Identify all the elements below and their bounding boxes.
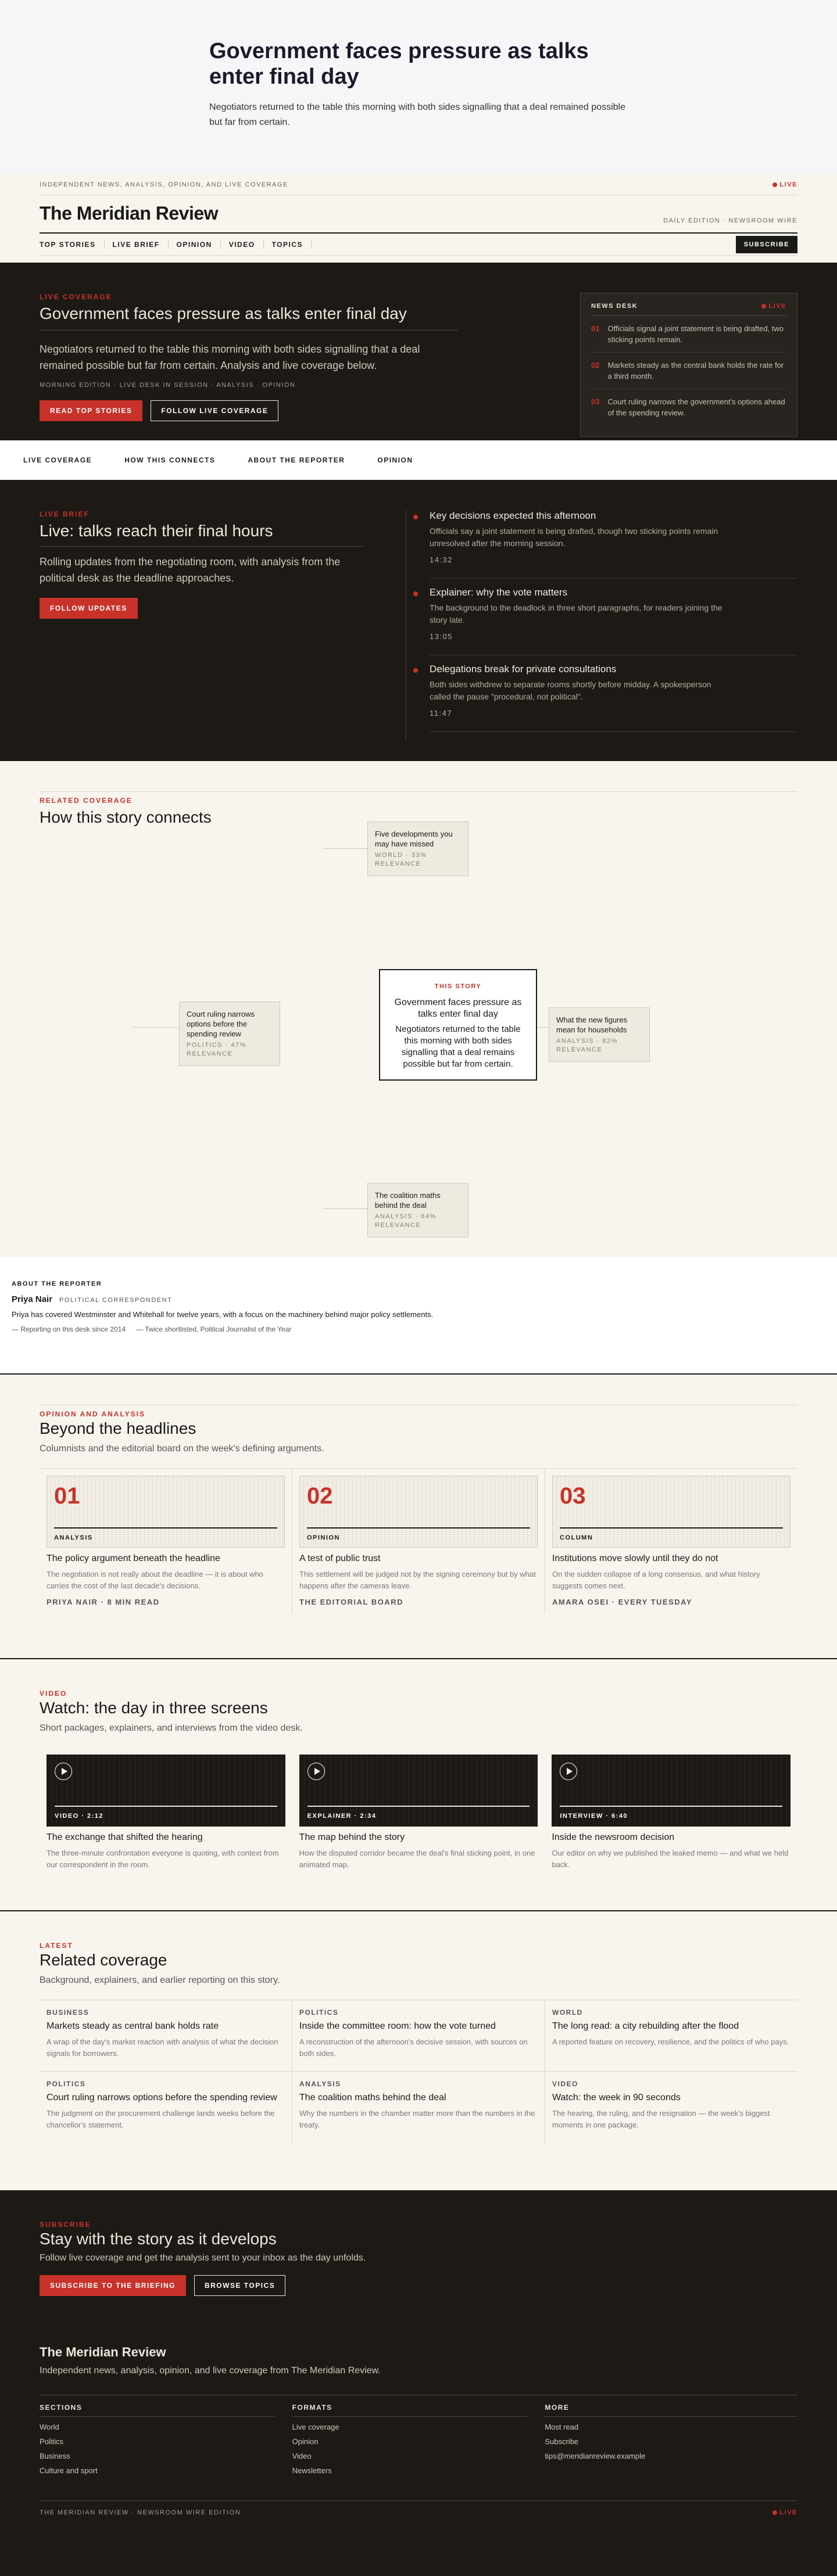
opinion-card-body: On the sudden collapse of a long consensus, and what history suggests comes next. [552,1570,760,1590]
timeline-item-body: Both sides withdrew to separate rooms shortly before midday. A spokesperson called the pause "procedural, not political". [430,680,711,701]
live-dot-icon [772,182,777,187]
footer-tagline: Independent news, analysis, opinion, and live coverage from The Meridian Review. [40,2366,381,2376]
edition-label: DAILY EDITION · NEWSROOM WIRE [663,217,797,224]
latest-card-category: POLITICS [299,2008,339,2017]
reporter-bio: Priya has covered Westminster and Whitehall for twelve years, with a focus on the machinery behind major policy settlements. [12,1310,434,1319]
video-card-body: How the disputed corridor became the deal's final sticking point, in one animated map. [299,1849,535,1869]
opinion-card[interactable] [40,1469,292,1613]
footer-link[interactable]: World [40,2423,59,2431]
brief-kicker: LIVE BRIEF [40,510,90,518]
desk-item-number: 03 [591,397,600,406]
footer-link[interactable]: Newsletters [292,2466,332,2475]
timeline-item-title: Delegations break for private consultations [430,663,617,675]
site-logo[interactable]: The Meridian Review [40,203,219,224]
related-node-right[interactable] [549,1007,650,1062]
subscribe-title: Stay with the story as it develops [40,2230,277,2248]
video-subtitle: Short packages, explainers, and interviews from the video desk. [40,1723,303,1733]
latest-card-category: POLITICS [46,2080,86,2088]
related-node-title: Court ruling narrows options before the spending review [187,1010,255,1038]
latest-card[interactable] [40,2072,292,2143]
latest-card-category: VIDEO [552,2080,578,2088]
desk-item-text: Markets steady as the central bank holds the rate for a third month. [607,361,784,381]
desk-item-number: 02 [591,361,600,369]
footer-link[interactable]: Culture and sport [40,2466,98,2475]
nav-live-brief[interactable]: LIVE BRIEF [105,241,169,249]
subscribe-button[interactable]: SUBSCRIBE [736,236,797,253]
news-desk-title: NEWS DESK [591,303,638,310]
opinion-card-body: This settlement will be judged not by the signing ceremony but by what happens after the cameras leave. [299,1570,536,1590]
live-label: LIVE [779,181,797,188]
related-map-section [0,761,837,1257]
video-duration-label: INTERVIEW · 6:40 [560,1813,628,1820]
footer-link[interactable]: Politics [40,2437,64,2446]
timeline-dot-icon [413,591,418,596]
desk-item-text: Court ruling narrows the government's options ahead of the spending review. [607,397,785,417]
opinion-card-byline: THE EDITORIAL BOARD [299,1598,403,1606]
opinion-card-title: A test of public trust [299,1554,381,1563]
related-node-left[interactable] [179,1002,280,1066]
nav-opinion[interactable]: OPINION [169,241,221,249]
desk-item[interactable] [591,389,786,425]
hero-dek: Negotiators returned to the table this morning with both sides signalling that a deal remained possible but far from certain. [209,102,625,127]
subscribe-subtitle: Follow live coverage and get the analysis sent to your inbox as the day unfolds. [40,2253,366,2263]
video-title: Watch: the day in three screens [40,1699,268,1717]
video-card-body: Our editor on why we published the leaked memo — and what we held back. [552,1849,789,1869]
related-node-top[interactable] [367,821,468,876]
play-icon[interactable] [307,1763,325,1780]
latest-card-body: The judgment on the procurement challenge lands weeks before the chancellor's statement. [46,2109,275,2129]
latest-section [0,1911,837,2190]
latest-card-title: Court ruling narrows options before the spending review [46,2093,277,2103]
latest-card-title: The coalition maths behind the deal [299,2093,446,2103]
video-section [0,1659,837,1910]
opinion-title: Beyond the headlines [40,1419,196,1437]
footer-link[interactable]: Most read [545,2423,579,2431]
opinion-card-art [46,1476,285,1548]
desk-item[interactable] [591,353,786,389]
footer-logo[interactable]: The Meridian Review [40,2345,166,2359]
opinion-kicker: OPINION AND ANALYSIS [40,1410,146,1418]
latest-card[interactable] [292,2000,545,2071]
timeline-item[interactable] [430,587,797,655]
latest-card-title: The long read: a city rebuilding after the flood [552,2021,739,2031]
video-thumbnail[interactable] [299,1755,538,1827]
timeline-item[interactable] [430,510,797,579]
live-timeline [406,510,797,740]
footer-link[interactable]: Live coverage [292,2423,339,2431]
latest-card-body: The hearing, the ruling, and the resignation — the week's biggest moments in one package. [552,2109,770,2129]
latest-subtitle: Background, explainers, and earlier reporting on this story. [40,1975,280,1985]
video-card[interactable] [40,1748,292,1878]
subscribe-briefing-button[interactable]: SUBSCRIBE TO THE BRIEFING [40,2275,186,2296]
reporter-credential: — Reporting on this desk since 2014 [12,1325,126,1333]
timeline-item-body: The background to the deadlock in three short paragraphs, for readers joining the story late. [430,603,722,625]
site-footer [0,2330,837,2576]
footer-column-title: FORMATS [292,2403,528,2417]
lead-title[interactable]: Government faces pressure as talks enter final day [40,304,458,331]
opinion-card-label: COLUMN [560,1534,593,1541]
video-thumbnail[interactable] [552,1755,791,1827]
this-story-title: Government faces pressure as talks enter final day [394,998,522,1019]
reporter-role: POLITICAL CORRESPONDENT [59,1297,173,1304]
nav-video[interactable]: VIDEO [221,241,264,249]
this-story-node[interactable] [379,969,537,1081]
live-indicator[interactable] [772,181,797,188]
brief-dek: Rolling updates from the negotiating room, with analysis from the political desk as the deadline approaches. [40,556,341,584]
footer-live-indicator [772,2509,797,2516]
related-node-title: Five developments you may have missed [375,830,453,848]
footer-link[interactable]: Subscribe [545,2437,579,2446]
timeline-dot-icon [413,668,418,673]
latest-card[interactable] [545,2000,797,2071]
related-node-relevance: POLITICS · 47% RELEVANCE [187,1042,246,1057]
follow-updates-button[interactable]: FOLLOW UPDATES [40,598,138,619]
opinion-card-number: 01 [54,1483,80,1509]
video-card[interactable] [292,1748,545,1878]
related-kicker: RELATED COVERAGE [40,797,133,805]
hero-title: Government faces pressure as talks enter final day [209,39,589,89]
opinion-card-byline: AMARA OSEI · EVERY TUESDAY [552,1598,693,1606]
footer-column [40,2403,292,2475]
reporter-credential: — Twice shortlisted, Political Journalist of the Year [136,1325,292,1333]
anchor-opinion[interactable]: OPINION [377,456,413,464]
footer-column-title: MORE [545,2403,797,2417]
timeline-item-time: 13:05 [430,632,453,641]
footer-link[interactable]: Business [40,2452,70,2460]
latest-card-title: Inside the committee room: how the vote turned [299,2021,496,2031]
reporter-name[interactable]: Priya Nair [12,1294,53,1304]
this-story-dek: Negotiators returned to the table this morning with both sides signalling that a deal remains possible but far from certain. [395,1024,521,1069]
timeline-dot-icon [413,515,418,519]
latest-card-title: Markets steady as central bank holds rate [46,2021,219,2031]
timeline-item-time: 14:32 [430,555,453,564]
live-dot-icon [761,304,766,308]
footer-link[interactable]: Opinion [292,2437,319,2446]
latest-card-category: BUSINESS [46,2008,90,2017]
latest-card-body: A wrap of the day's market reaction with analysis of what the decision signals for borrowers. [46,2037,278,2058]
video-card-body: The three-minute confrontation everyone is quoting, with context from our correspondent in the room. [46,1849,279,1869]
related-title: How this story connects [40,808,212,826]
timeline-item-body: Officials say a joint statement is being drafted, though two sticking points remain unresolved after the morning session. [430,526,718,548]
lead-section [0,263,837,440]
opinion-card-number: 02 [307,1483,333,1509]
desk-item-text: Officials signal a joint statement is being drafted, two sticking points remain. [607,324,784,344]
news-desk-live-label: LIVE [768,303,786,310]
related-node-title: The coalition maths behind the deal [375,1191,441,1210]
lead-meta: MORNING EDITION · LIVE DESK IN SESSION · ANALYSIS · OPINION [40,382,296,389]
live-dot-icon [772,2510,777,2515]
desk-item-number: 01 [591,324,600,333]
news-desk-live [761,303,786,310]
latest-card[interactable] [40,2000,292,2071]
opinion-card[interactable] [545,1469,797,1613]
video-card-title: Inside the newsroom decision [552,1832,675,1842]
browse-topics-button[interactable]: BROWSE TOPICS [194,2275,285,2296]
subscribe-section [0,2190,837,2330]
footer-column [545,2403,797,2475]
masthead [0,174,837,263]
timeline-item-title: Key decisions expected this afternoon [430,510,596,521]
nav-top-stories[interactable]: TOP STORIES [40,241,105,249]
latest-title: Related coverage [40,1951,167,1969]
video-thumbnail[interactable] [46,1755,285,1827]
opinion-card-number: 03 [560,1483,586,1509]
latest-card[interactable] [545,2072,797,2143]
opinion-section [0,1375,837,1658]
video-kicker: VIDEO [40,1689,67,1698]
related-node-relevance: ANALYSIS · 82% RELEVANCE [556,1038,618,1053]
latest-card-category: ANALYSIS [299,2080,341,2088]
hero-banner [0,0,837,174]
opinion-card-title: Institutions move slowly until they do not [552,1554,718,1563]
read-top-stories-button[interactable]: READ TOP STORIES [40,400,142,421]
footer-column-title: SECTIONS [40,2403,275,2417]
opinion-card-art [552,1476,791,1548]
latest-card-body: A reconstruction of the afternoon's decisive session, with sources on both sides. [299,2037,528,2058]
lead-kicker: LIVE COVERAGE [40,293,112,301]
main-nav [40,232,797,256]
latest-card-body: Why the numbers in the chamber matter more than the numbers in the treaty. [299,2109,535,2129]
section-anchor-nav [0,440,837,480]
timeline-item-time: 11:47 [430,709,453,717]
timeline-item[interactable] [430,663,797,732]
lead-dek: Negotiators returned to the table this morning with both sides signalling that a deal remained possible but far from certain. Analysis and live coverage below. [40,343,420,371]
opinion-card-art [299,1476,538,1548]
footer-email-link[interactable]: tips@meridianreview.example [545,2452,646,2460]
subscribe-kicker: SUBSCRIBE [40,2220,91,2229]
video-card[interactable] [545,1748,797,1878]
video-duration-label: EXPLAINER · 2:34 [307,1813,377,1820]
anchor-about-reporter[interactable]: ABOUT THE REPORTER [248,456,345,464]
anchor-how-this-connects[interactable]: HOW THIS CONNECTS [124,456,216,464]
latest-card-category: WORLD [552,2008,583,2017]
brief-title: Live: talks reach their final hours [40,522,365,547]
footer-column [292,2403,545,2475]
opinion-subtitle: Columnists and the editorial board on the week's defining arguments. [40,1444,324,1454]
opinion-card-label: ANALYSIS [54,1534,93,1541]
latest-card[interactable] [292,2072,545,2143]
opinion-card-body: The negotiation is not really about the deadline — it is about who carries the cost of the last decade's decisions. [46,1570,263,1590]
live-brief-section [0,480,837,761]
masthead-tagline: INDEPENDENT NEWS, ANALYSIS, OPINION, AND LIVE COVERAGE [40,181,288,188]
nav-topics[interactable]: TOPICS [264,241,312,249]
reporter-kicker: ABOUT THE REPORTER [12,1280,102,1287]
opinion-card[interactable] [292,1469,545,1613]
related-node-relevance: ANALYSIS · 64% RELEVANCE [375,1213,437,1229]
video-card-title: The exchange that shifted the hearing [46,1832,203,1842]
news-desk-panel [580,293,797,437]
desk-item[interactable] [591,316,786,353]
opinion-card-byline: PRIYA NAIR · 8 MIN READ [46,1598,160,1606]
opinion-card-title: The policy argument beneath the headline [46,1554,220,1563]
related-node-title: What the new figures mean for households [556,1016,628,1034]
latest-card-body: A reported feature on recovery, resilience, and the politics of who pays. [552,2037,789,2046]
related-node-relevance: WORLD · 33% RELEVANCE [375,852,427,867]
video-card-title: The map behind the story [299,1832,405,1842]
opinion-card-label: OPINION [307,1534,340,1541]
about-reporter-section [0,1257,837,1373]
follow-live-coverage-button[interactable]: FOLLOW LIVE COVERAGE [151,400,278,421]
video-duration-label: VIDEO · 2:12 [55,1813,104,1820]
this-story-kicker: THIS STORY [434,983,482,990]
timeline-item-title: Explainer: why the vote matters [430,587,568,598]
play-icon[interactable] [560,1763,577,1780]
anchor-live-coverage[interactable]: LIVE COVERAGE [23,456,92,464]
play-icon[interactable] [55,1763,72,1780]
latest-card-title: Watch: the week in 90 seconds [552,2093,681,2103]
latest-kicker: LATEST [40,1942,73,1950]
footer-live-label: LIVE [779,2509,797,2516]
related-node-bottom[interactable] [367,1183,468,1237]
footer-bottom-label: THE MERIDIAN REVIEW · NEWSROOM WIRE EDITION [40,2509,241,2516]
footer-link[interactable]: Video [292,2452,312,2460]
